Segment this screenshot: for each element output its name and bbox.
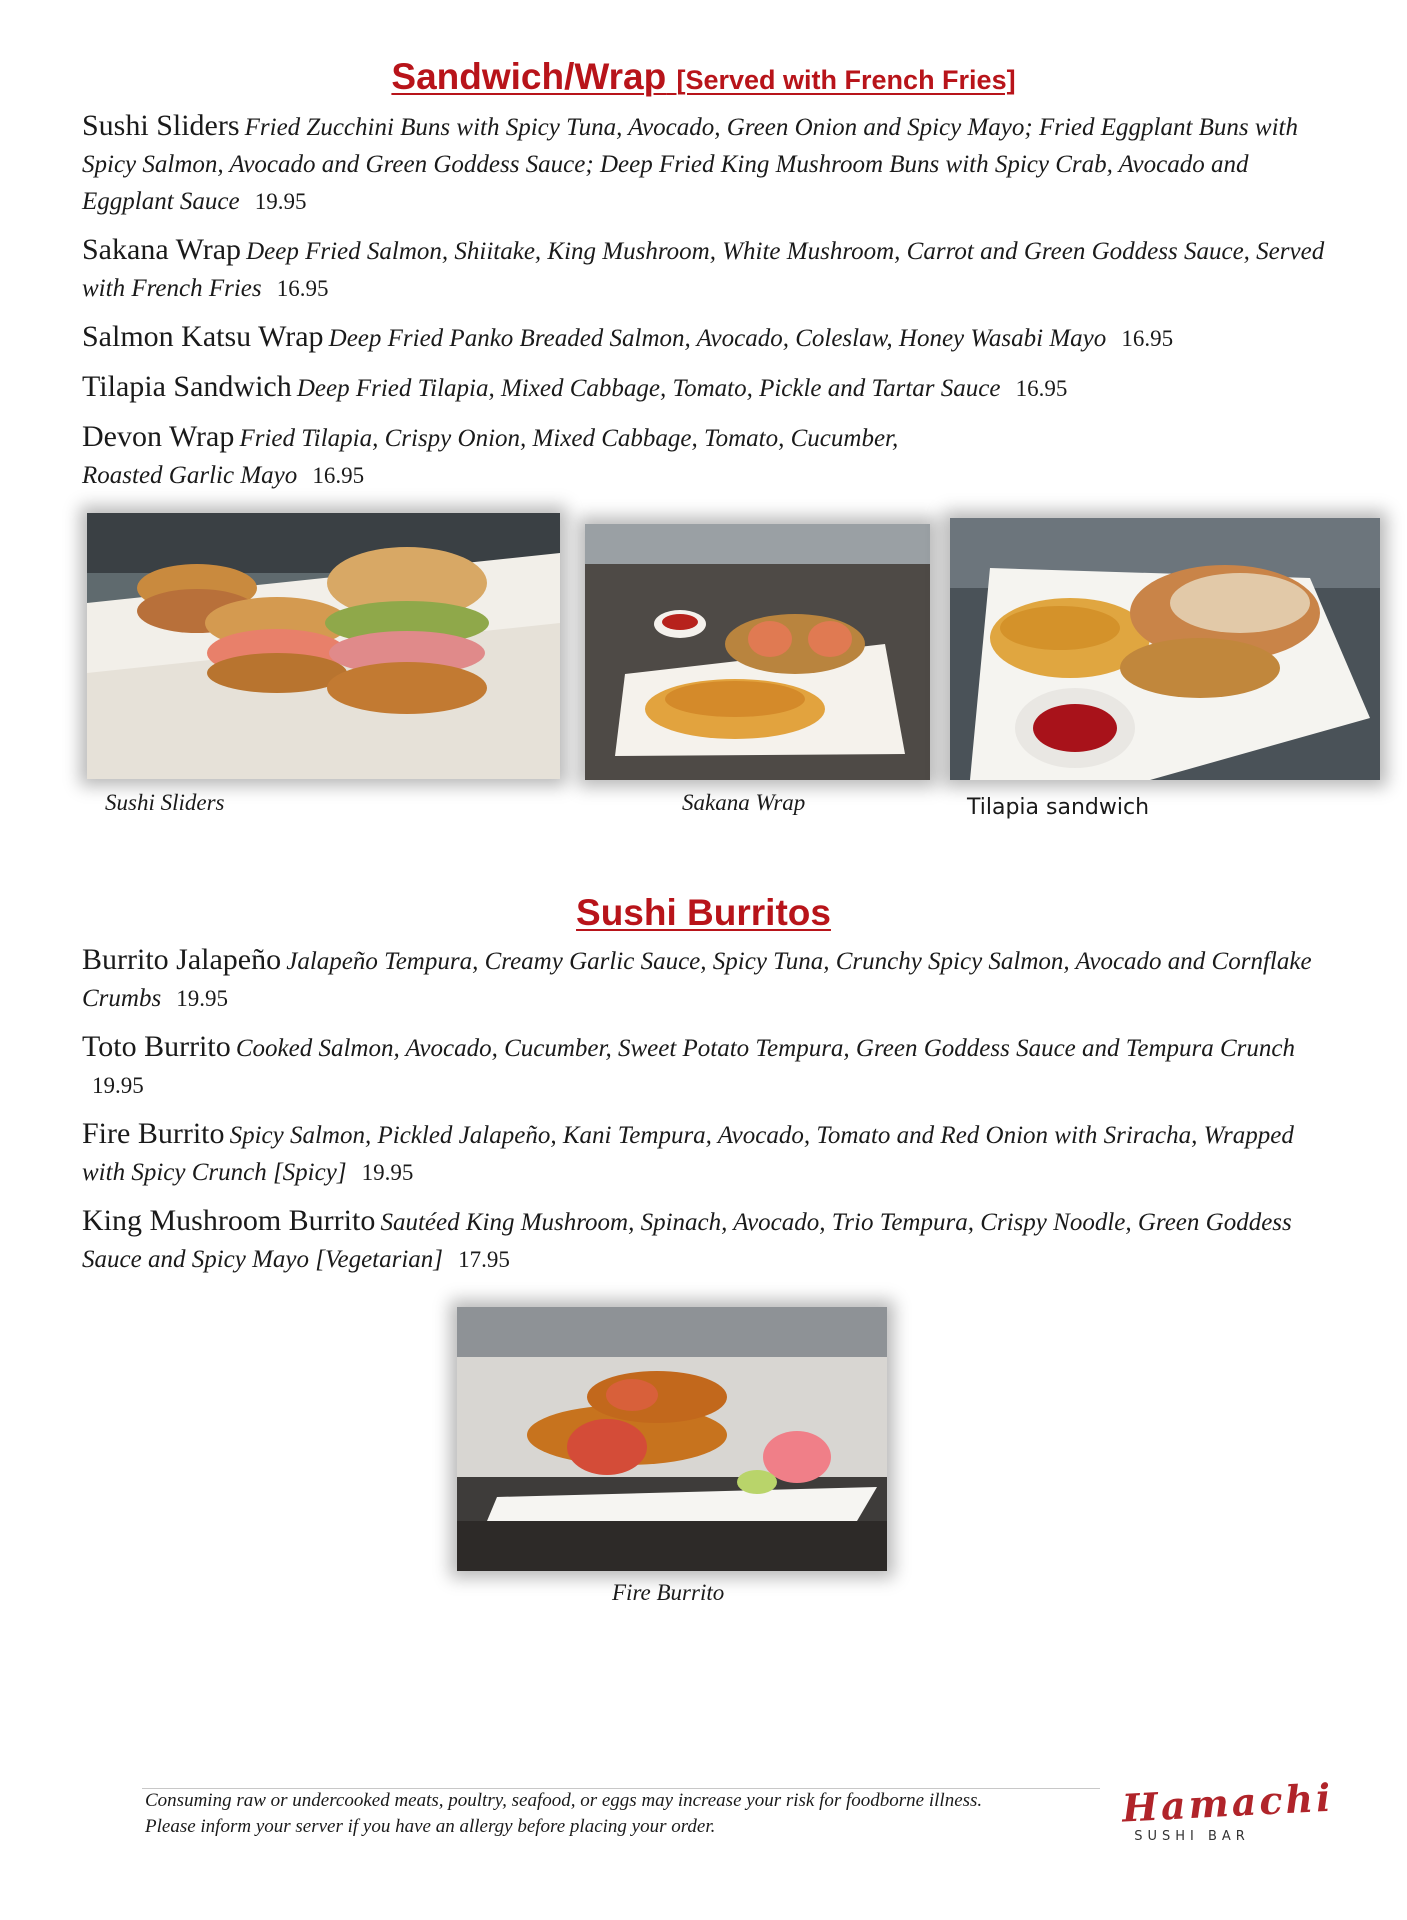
section-title-burritos xyxy=(0,892,1407,934)
item-price: 16.95 xyxy=(276,276,329,301)
item-price: 19.95 xyxy=(176,986,229,1011)
item-description: Sautéed King Mushroom, Spinach, Avocado, Trio Tempura, Crispy Noodle, Green Goddess Sauce and Spicy Mayo [Vegetarian] xyxy=(82,1209,1292,1273)
item-name: Sakana Wrap xyxy=(82,233,242,266)
photo-caption: Tilapia sandwich xyxy=(967,795,1150,820)
item-description: Fried Zucchini Buns with Spicy Tuna, Avocado, Green Onion and Spicy Mayo; Fried Eggplant Buns with Spicy Salmon, Avocado and Green Goddess Sauce; Deep Fried King Mushroom Buns with Spicy Crab, Avocado and Eggplant Sauce xyxy=(82,114,1298,215)
item-description-line2: Roasted Garlic Mayo xyxy=(82,462,298,489)
menu-item xyxy=(82,942,1342,1018)
section-subtitle: [Served with French Fries] xyxy=(676,65,1016,95)
item-name: Toto Burrito xyxy=(82,1030,231,1063)
section-title-sandwich xyxy=(0,56,1407,98)
item-name: Salmon Katsu Wrap xyxy=(82,320,324,353)
logo-name: Hamachi xyxy=(1120,1774,1335,1831)
menu-item xyxy=(82,1203,1342,1279)
item-description: Spicy Salmon, Pickled Jalapeño, Kani Tempura, Avocado, Tomato and Red Onion with Sriracha, Wrapped with Spicy Crunch [Spicy] xyxy=(82,1122,1294,1186)
photo-caption: Sushi Sliders xyxy=(105,790,225,815)
item-price: 19.95 xyxy=(92,1073,144,1098)
section-title-text: Sandwich/Wrap xyxy=(391,56,667,97)
disclaimer-line: Please inform your server if you have an allergy before placing your order. xyxy=(145,1816,716,1837)
sakana-wrap-photo xyxy=(585,524,930,780)
item-name: King Mushroom Burrito xyxy=(82,1204,376,1237)
item-description: Deep Fried Tilapia, Mixed Cabbage, Tomato, Pickle and Tartar Sauce xyxy=(296,375,1001,402)
photo-caption: Sakana Wrap xyxy=(682,790,806,815)
menu-item xyxy=(82,1029,1342,1105)
menu-item xyxy=(82,1116,1342,1192)
sushi-sliders-photo xyxy=(87,513,560,779)
menu-item xyxy=(82,108,1342,221)
photo-caption: Fire Burrito xyxy=(612,1580,725,1605)
item-price: 16.95 xyxy=(1121,326,1174,351)
item-name: Burrito Jalapeño xyxy=(82,943,282,976)
fire-burrito-photo xyxy=(457,1307,887,1571)
item-price: 17.95 xyxy=(458,1247,510,1272)
item-description: Fried Tilapia, Crispy Onion, Mixed Cabbage, Tomato, Cucumber, xyxy=(239,425,899,452)
item-description: Deep Fried Panko Breaded Salmon, Avocado, Coleslaw, Honey Wasabi Mayo xyxy=(328,325,1107,352)
item-price: 16.95 xyxy=(312,463,365,488)
item-name: Devon Wrap xyxy=(82,420,235,453)
tilapia-sandwich-photo xyxy=(950,518,1380,780)
item-description: Deep Fried Salmon, Shiitake, King Mushroom, White Mushroom, Carrot and Green Goddess Sauce, Served with French Fries xyxy=(82,238,1325,302)
burrito-item-list xyxy=(82,942,1342,1290)
menu-item xyxy=(82,319,1342,358)
allergy-disclaimer xyxy=(145,1788,1105,1840)
item-description: Cooked Salmon, Avocado, Cucumber, Sweet Potato Tempura, Green Goddess Sauce and Tempura Crunch xyxy=(235,1035,1296,1062)
disclaimer-line: Consuming raw or undercooked meats, poultry, seafood, or eggs may increase your risk for foodborne illness. xyxy=(145,1790,983,1811)
item-name: Fire Burrito xyxy=(82,1117,225,1150)
menu-item xyxy=(82,232,1342,308)
sandwich-item-list xyxy=(82,108,1342,506)
item-name: Sushi Sliders xyxy=(82,109,240,142)
section-title-text: Sushi Burritos xyxy=(576,892,831,933)
menu-item xyxy=(82,369,1342,408)
logo-subtitle: SUSHI BAR xyxy=(1134,1829,1250,1844)
item-price: 19.95 xyxy=(254,189,307,214)
hamachi-logo xyxy=(1120,1774,1335,1844)
item-name: Tilapia Sandwich xyxy=(82,370,292,403)
item-price: 16.95 xyxy=(1015,376,1068,401)
item-description: Jalapeño Tempura, Creamy Garlic Sauce, Spicy Tuna, Crunchy Spicy Salmon, Avocado and Cornflake Crumbs xyxy=(82,948,1312,1012)
item-price: 19.95 xyxy=(361,1160,414,1185)
menu-item xyxy=(82,419,1342,495)
